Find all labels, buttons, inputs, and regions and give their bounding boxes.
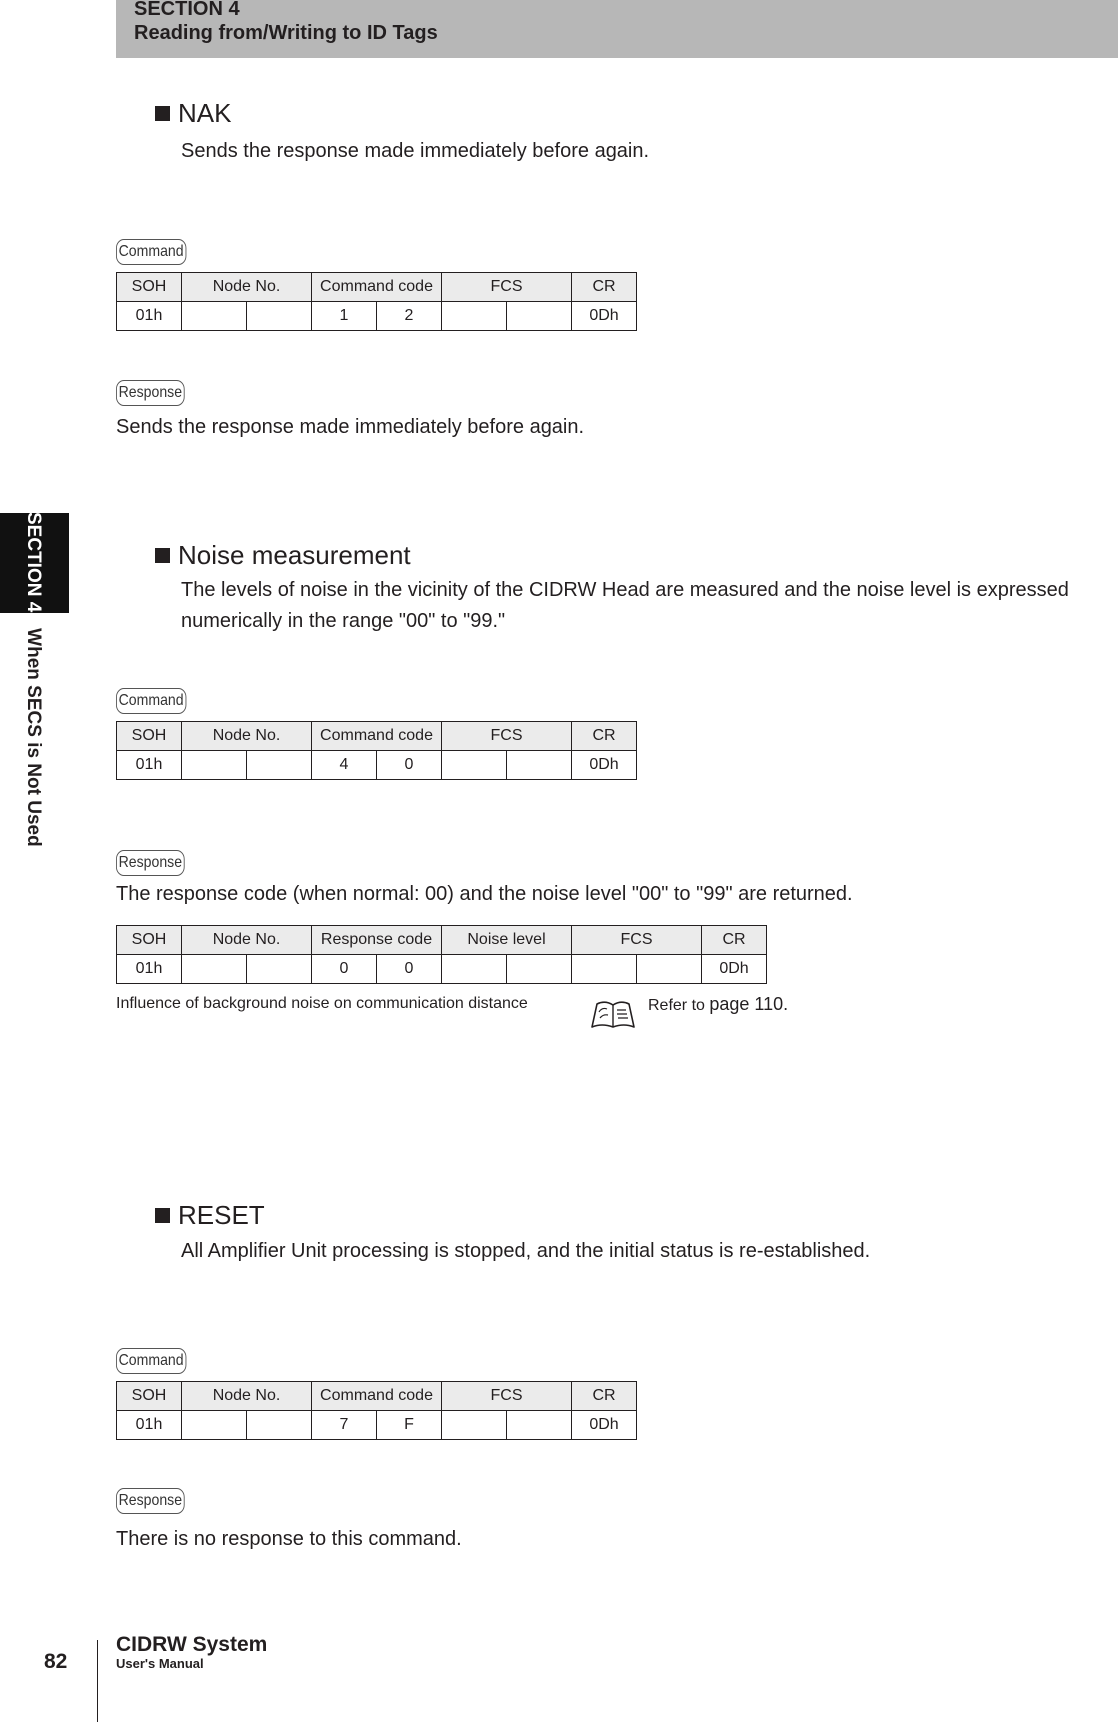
nak-response-text: Sends the response made immediately before again. — [116, 416, 585, 438]
table-cell — [442, 751, 507, 780]
reset-command-table — [116, 1381, 637, 1440]
table-cell: 01h — [117, 955, 182, 984]
ref-prefix: Refer to — [648, 997, 705, 1014]
table-cell — [182, 302, 247, 331]
table-header-row — [117, 273, 637, 302]
table-cell: 0 — [377, 955, 442, 984]
book-reference-icon — [589, 996, 637, 1030]
nak-description: Sends the response made immediately before again. — [181, 140, 650, 162]
table-cell — [442, 955, 507, 984]
table-header-row — [117, 926, 767, 955]
header-cell: CR — [572, 722, 637, 751]
header-cell: FCS — [442, 273, 572, 302]
table-cell — [572, 955, 637, 984]
square-bullet-icon — [155, 548, 170, 563]
table-cell — [247, 302, 312, 331]
footer-product: CIDRW System — [116, 1633, 268, 1656]
table-cell: 7 — [312, 1411, 377, 1440]
reset-response-text: There is no response to this command. — [116, 1528, 462, 1550]
table-cell: 4 — [312, 751, 377, 780]
header-cell: FCS — [572, 926, 702, 955]
noise-description-line2: numerically in the range "00" to "99." — [181, 610, 506, 632]
reset-heading-text: RESET — [178, 1200, 265, 1230]
table-cell: 0Dh — [572, 1411, 637, 1440]
table-cell — [507, 955, 572, 984]
table-cell: 2 — [377, 302, 442, 331]
response-label: Response — [116, 380, 185, 406]
page-reference[interactable] — [648, 994, 788, 1015]
header-cell: FCS — [442, 1382, 572, 1411]
response-label: Response — [116, 1488, 185, 1514]
table-cell: 01h — [117, 751, 182, 780]
header-cell: SOH — [117, 1382, 182, 1411]
header-cell: CR — [702, 926, 767, 955]
table-cell — [182, 751, 247, 780]
table-cell — [507, 302, 572, 331]
table-cell — [182, 1411, 247, 1440]
table-header-row — [117, 722, 637, 751]
command-label: Command — [116, 1348, 186, 1374]
side-tab-label-text: When SECS is Not Used — [23, 628, 44, 847]
nak-heading-text: NAK — [178, 98, 232, 128]
table-cell: 0Dh — [702, 955, 767, 984]
noise-heading — [155, 540, 411, 570]
header-cell: Noise level — [442, 926, 572, 955]
side-tab-section: SECTION 4 — [23, 512, 44, 613]
table-cell: 0Dh — [572, 751, 637, 780]
table-cell — [247, 1411, 312, 1440]
table-cell: F — [377, 1411, 442, 1440]
noise-response-table — [116, 925, 767, 984]
header-cell: CR — [572, 273, 637, 302]
table-row — [117, 751, 637, 780]
side-tab — [22, 512, 44, 847]
noise-heading-text: Noise measurement — [178, 540, 411, 570]
command-label: Command — [116, 239, 186, 265]
table-cell: 01h — [117, 1411, 182, 1440]
square-bullet-icon — [155, 106, 170, 121]
footer-divider — [97, 1640, 98, 1722]
table-cell: 01h — [117, 302, 182, 331]
footer-manual: User's Manual — [116, 1656, 204, 1671]
table-cell — [442, 302, 507, 331]
response-label: Response — [116, 850, 185, 876]
header-cell: SOH — [117, 722, 182, 751]
table-row — [117, 955, 767, 984]
header-cell: Command code — [312, 1382, 442, 1411]
table-row — [117, 1411, 637, 1440]
reset-heading — [155, 1200, 265, 1230]
table-cell — [442, 1411, 507, 1440]
table-row — [117, 302, 637, 331]
header-cell: Node No. — [182, 926, 312, 955]
header-cell: CR — [572, 1382, 637, 1411]
table-header-row — [117, 1382, 637, 1411]
table-cell — [247, 955, 312, 984]
noise-command-table — [116, 721, 637, 780]
header-cell: Node No. — [182, 273, 312, 302]
header-cell: Command code — [312, 722, 442, 751]
header-cell: Node No. — [182, 722, 312, 751]
square-bullet-icon — [155, 1208, 170, 1223]
table-cell: 0 — [312, 955, 377, 984]
header-cell: Response code — [312, 926, 442, 955]
nak-heading — [155, 98, 231, 128]
table-cell — [507, 1411, 572, 1440]
command-label: Command — [116, 688, 186, 714]
header-title: Reading from/Writing to ID Tags — [134, 22, 438, 44]
side-tab-label — [23, 618, 44, 847]
table-cell — [182, 955, 247, 984]
header-section: SECTION 4 — [134, 0, 240, 20]
header-cell: FCS — [442, 722, 572, 751]
noise-note: Influence of background noise on communication distance — [116, 995, 528, 1012]
header-cell: Command code — [312, 273, 442, 302]
table-cell: 1 — [312, 302, 377, 331]
header-cell: Node No. — [182, 1382, 312, 1411]
table-cell: 0 — [377, 751, 442, 780]
reset-description: All Amplifier Unit processing is stopped, and the initial status is re-established. — [181, 1240, 871, 1262]
table-cell: 0Dh — [572, 302, 637, 331]
table-cell — [637, 955, 702, 984]
ref-page-link[interactable]: page 110. — [709, 994, 789, 1014]
nak-command-table — [116, 272, 637, 331]
page-number: 82 — [44, 1650, 68, 1673]
table-cell — [507, 751, 572, 780]
running-header — [116, 0, 1118, 58]
header-cell: SOH — [117, 926, 182, 955]
noise-description-line1: The levels of noise in the vicinity of the CIDRW Head are measured and the noise level is expressed — [181, 579, 1069, 601]
table-cell — [247, 751, 312, 780]
noise-response-text: The response code (when normal: 00) and the noise level "00" to "99" are returned. — [116, 883, 853, 905]
header-cell: SOH — [117, 273, 182, 302]
